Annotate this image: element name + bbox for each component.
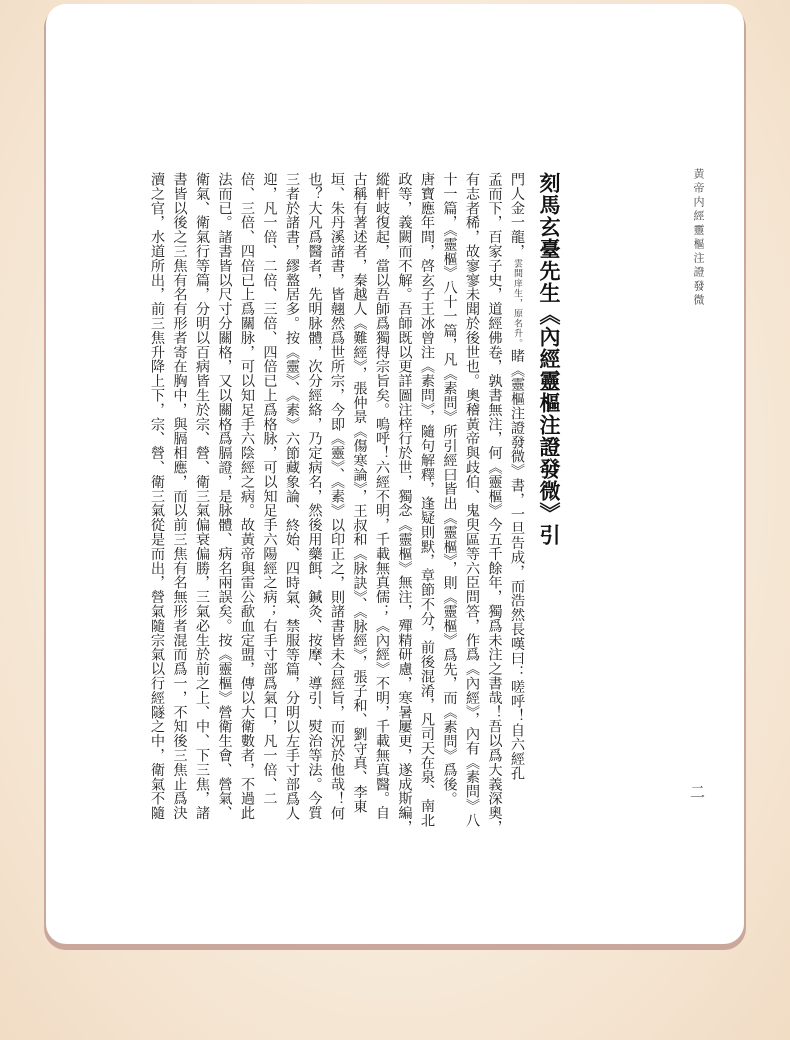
text-line bbox=[506, 172, 529, 832]
text-line: 法而已。諸書皆以尺寸分關格，又以關格爲膈證，是脉體、病名兩誤矣。按《靈樞》營衛生會、營氣、 bbox=[216, 172, 233, 820]
first-line-main: 門人金一龍， bbox=[509, 172, 525, 259]
text-line: 書皆以後之三焦有名有形者寄在胸中，與膈相應，而以前三焦有名無形者混而爲一，不知後三焦止爲決 bbox=[171, 172, 188, 820]
text-line: 衛氣、衛氣行等篇，分明以百病皆生於宗、營、衛三氣偏衰偏勝，三氣必生於前之上、中、下三焦，諸 bbox=[194, 172, 210, 820]
text-line: 垣、朱丹溪諸書，皆翹然爲世所宗，今即《靈》、《素》以印正之，則諸書皆未合經旨，而況於他哉！何 bbox=[329, 172, 345, 821]
text-line: 古稱有著述者，秦越人《難經》，張仲景《傷寒論》，王叔和《脉訣》、《脉經》，張子和、劉守真、李東 bbox=[351, 172, 368, 814]
text-line: 十一篇，《靈樞》八十一篇，凡《素問》所引經曰皆出《靈樞》，則《靈樞》爲先，而《素問》爲後。 bbox=[441, 172, 458, 806]
vertical-text-block bbox=[146, 172, 567, 835]
text-line: 有志者稀，故寥寥未聞於後世也。奧稽黃帝與歧伯、鬼臾區等六臣問答，作爲《內經》，內有《素問》八 bbox=[464, 172, 480, 828]
page-number: 二 bbox=[688, 784, 706, 799]
preface-heading: 刻馬玄臺先生《內經靈樞注證發微》引 bbox=[537, 172, 562, 546]
first-line-rest: 睹《靈樞注證發微》書，一旦告成，而浩然長嘆曰：嗟呼！自六經孔 bbox=[509, 348, 525, 781]
book-page bbox=[46, 4, 744, 944]
text-line: 政等，義闕而不解。吾師既以更詳圖注梓行於世，獨念《靈樞》無注，殫精研慮，寒暑屢更，遂成斯編， bbox=[396, 172, 413, 835]
text-line: 縱軒岐復起，當以吾師爲獨得宗旨矣。嗚呼！六經不明，千載無真儒；《內經》不明，千載無真醫。自 bbox=[374, 172, 390, 820]
annotation-note: 雲間庠生，原名升。 bbox=[512, 258, 522, 349]
text-line: 倍、三倍、四倍已上爲關脉，可以知足手六陰經之病。故黃帝與雷公歃血定盟，傳以大衛數者，不過此 bbox=[239, 172, 255, 820]
text-line: 三者於諸書，繆盩居多。按《靈》、《素》六節藏象論、終始、四時氣、禁服等篇，分明以左手寸部爲人 bbox=[284, 172, 300, 821]
text-line: 也？大凡爲醫者，先明脉體，次分經絡，乃定病名，然後用藥餌、鍼灸、按摩、導引、熨治等法。今質 bbox=[306, 172, 323, 820]
text-line: 瀆之官，水道所出，前三焦升降上下，宗、營、衛三氣從是而出，營氣隨宗氣以行經隧之中，衛氣不隨 bbox=[149, 172, 165, 820]
text-line: 孟而下，百家子史，道經佛卷，孰書無注，何《靈樞》今五千餘年，獨爲未注之書哉！吾以爲大義深奧， bbox=[486, 172, 503, 835]
text-line: 迎，凡一倍、二倍、三倍、四倍已上爲格脉，可以知足手六陽經之病；右手寸部爲氣口，凡一倍、二 bbox=[261, 172, 278, 806]
text-line: 唐寶應年間，啓玄子王冰曾注《素問》，隨句解釋，逢疑則默，章節不分，前後混淆，凡司天在泉、南北 bbox=[419, 172, 435, 828]
running-header: 黄帝内經靈樞注證發微 bbox=[692, 168, 705, 308]
